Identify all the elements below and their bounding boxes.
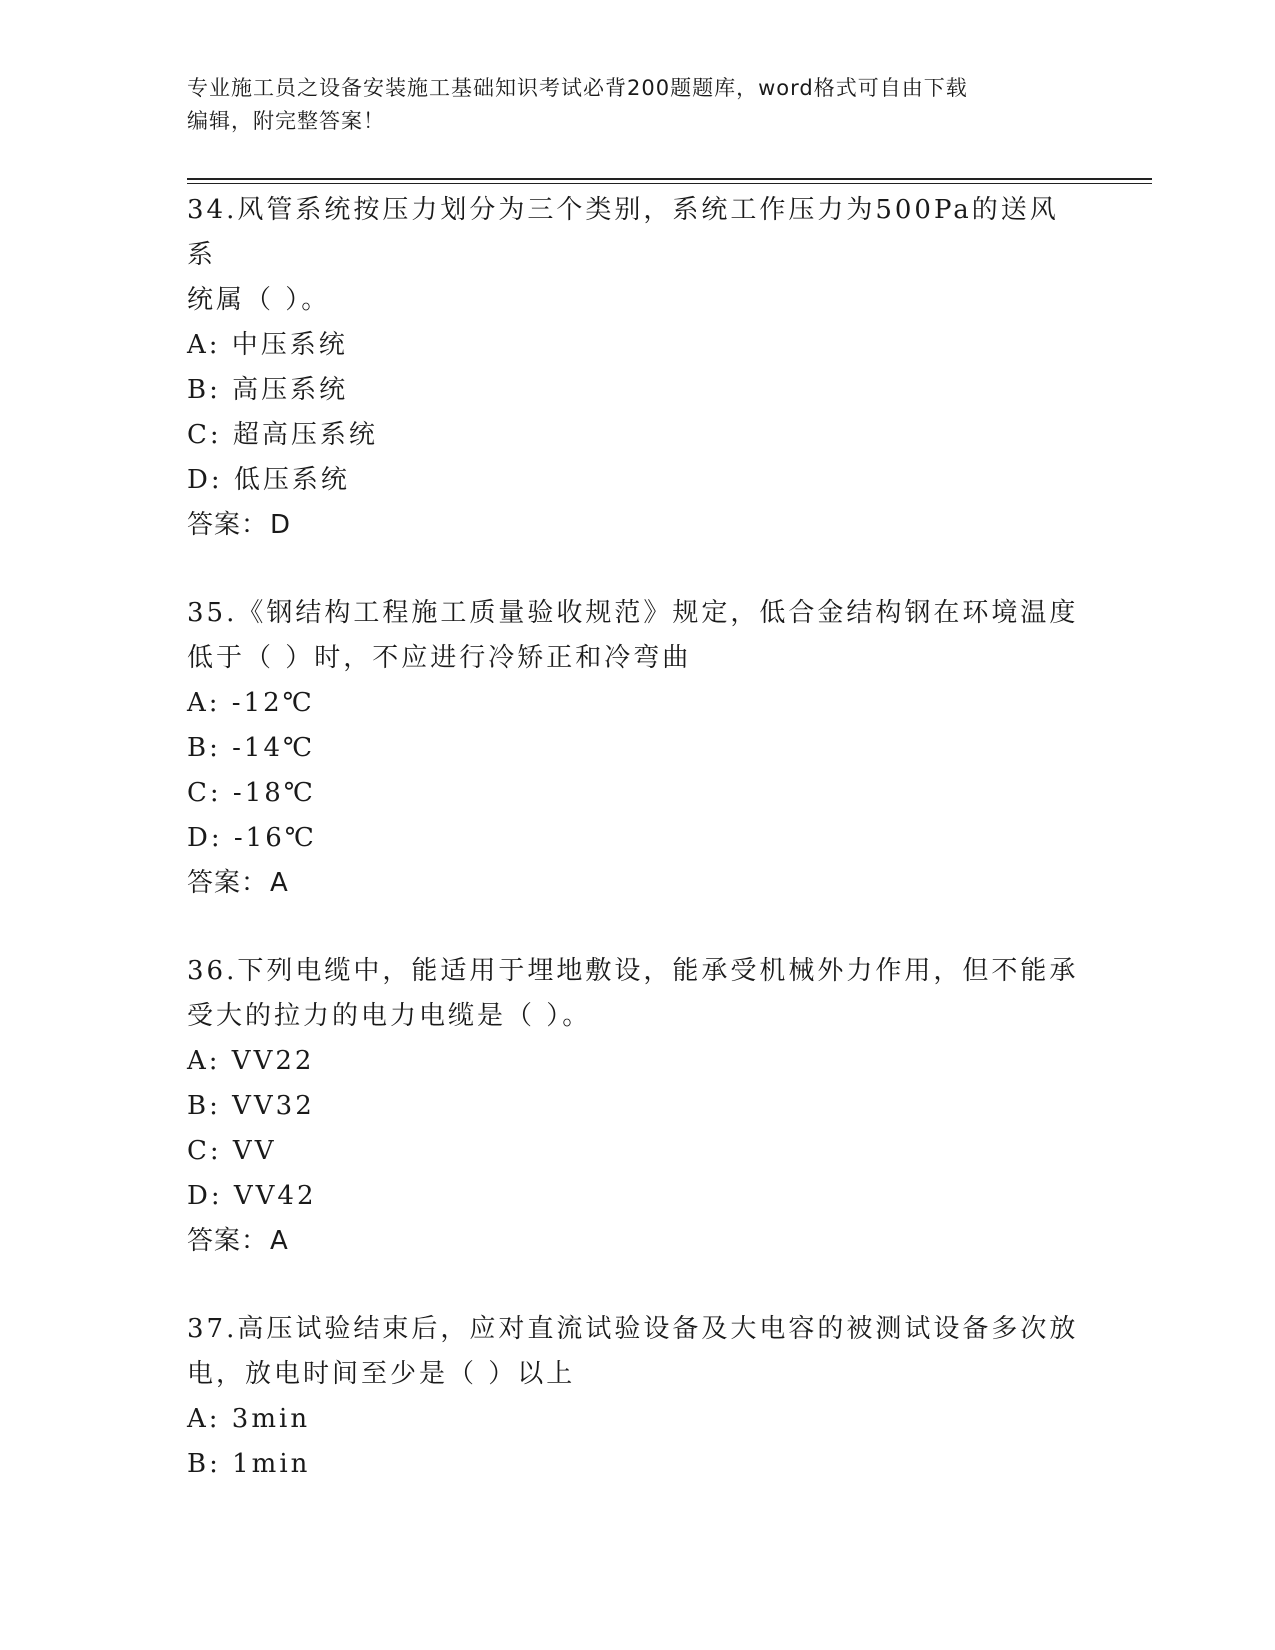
question-stem xyxy=(187,949,1087,1039)
answer-label: 答案： xyxy=(187,1226,269,1256)
answer xyxy=(187,861,1087,906)
option-d: D: VV42 xyxy=(187,1181,317,1211)
header-line-2: 编辑，附完整答案！ xyxy=(187,109,385,133)
document-header xyxy=(187,72,1087,138)
option-a: A: VV22 xyxy=(187,1046,315,1076)
question-37 xyxy=(187,1307,1087,1487)
option-a: A: 中压系统 xyxy=(187,330,348,360)
question-stem-line-2: 低于（ ）时，不应进行冷矫正和冷弯曲 xyxy=(187,643,692,673)
answer xyxy=(187,1219,1087,1264)
question-stem-line-1: 37.高压试验结束后，应对直流试验设备及大电容的被测试设备多次放 xyxy=(187,1314,1079,1344)
answer-value: A xyxy=(270,1226,289,1256)
header-divider-thick xyxy=(187,178,1152,180)
question-36 xyxy=(187,949,1087,1264)
question-stem-line-2: 受大的拉力的电力电缆是（ ）。 xyxy=(187,1001,592,1031)
option-b: B: 1min xyxy=(187,1449,311,1479)
answer-label: 答案： xyxy=(187,510,269,540)
question-stem-line-1: 36.下列电缆中，能适用于埋地敷设，能承受机械外力作用，但不能承 xyxy=(187,956,1079,986)
question-stem-line-1: 35.《钢结构工程施工质量验收规范》规定，低合金结构钢在环境温度 xyxy=(187,598,1079,628)
option-c: C: -18℃ xyxy=(187,778,316,808)
option-b: B: 高压系统 xyxy=(187,375,349,405)
header-divider-thin xyxy=(187,183,1152,184)
answer-value: A xyxy=(270,868,289,898)
header-line-1: 专业施工员之设备安装施工基础知识考试必背200题题库，word格式可自由下载 xyxy=(187,76,968,100)
question-stem-line-1: 34.风管系统按压力划分为三个类别，系统工作压力为500Pa的送风系 xyxy=(187,195,1059,270)
question-stem-line-2: 电，放电时间至少是（ ）以上 xyxy=(187,1359,576,1389)
answer-label: 答案： xyxy=(187,868,269,898)
option-c: C: VV xyxy=(187,1136,277,1166)
question-list xyxy=(187,188,1087,1530)
question-stem xyxy=(187,591,1087,681)
question-34 xyxy=(187,188,1087,548)
option-d: D: -16℃ xyxy=(187,823,317,853)
question-stem xyxy=(187,1307,1087,1397)
option-a: A: 3min xyxy=(187,1404,311,1434)
option-d: D: 低压系统 xyxy=(187,465,350,495)
answer-value: D xyxy=(270,510,292,540)
question-35 xyxy=(187,591,1087,906)
question-stem-line-2: 统属（ ）。 xyxy=(187,285,331,315)
option-a: A: -12℃ xyxy=(187,688,315,718)
option-b: B: -14℃ xyxy=(187,733,316,763)
option-b: B: VV32 xyxy=(187,1091,315,1121)
question-stem xyxy=(187,188,1087,323)
option-c: C: 超高压系统 xyxy=(187,420,378,450)
answer xyxy=(187,503,1087,548)
